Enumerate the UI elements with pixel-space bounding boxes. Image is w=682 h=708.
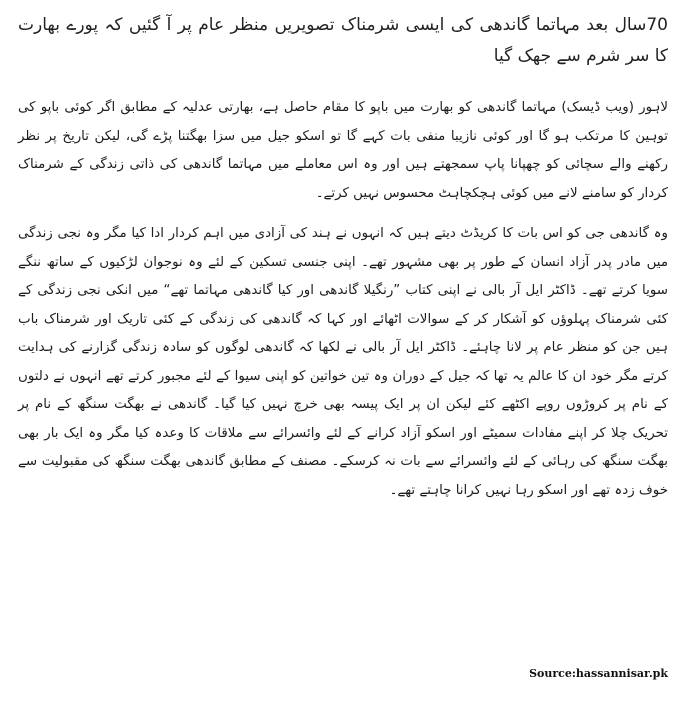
article-headline: 70سال بعد مہاتما گاندھی کی ایسی شرمناک تصویریں منظر عام پر آ گئیں کہ پورے بھارت کا سر شرم سے جھک گیا <box>18 15 668 66</box>
article-paragraph-body: وہ گاندھی جی کو اس بات کا کریڈٹ دیتے ہیں کہ انہوں نے ہند کی آزادی میں اہم کردار ادا کیا مگر وہ نجی زندگی میں مادر پدر آزاد انسان کے طور پر بھی مشہور تھے۔ اپنی جنسی تسکین کے لئے وہ نوجوان لڑکیوں کے ساتھ ننگے سویا کرتے تھے۔ ڈاکٹر ایل آر بالی نے اپنی کتاب ”رنگیلا گاندھی اور کیا گاندھی مہاتما تھے“ میں انکی نجی زندگی کے کئی شرمناک پہلوؤں کو آشکار کر کے سوالات اٹھائے اور کہا کہ گاندھی کی زندگی کے کئی تاریک اور شرمناک باب ہیں جن کو منظر عام پر لانا چاہئے۔ ڈاکٹر ایل آر بالی نے لکھا کہ گاندھی لوگوں کو سادہ زندگی گزارنے کی ہدایت کرتے مگر خود ان کا عالم یہ تھا کہ جیل کے دوران وہ تین خواتین کو اپنی سیوا کے لئے مجبور کرتے تھے انہوں نے دلتوں کے نام پر کروڑوں روپے اکٹھے کئے لیکن ان پر ایک پیسہ بھی خرچ نہیں کیا گیا۔ گاندھی نے بھگت سنگھ کے نام پر تحریک چلا کر اپنے مفادات سمیٹے اور اسکو آزاد کرانے کے لئے وائسرائے سے ملاقات کا وعدہ کیا مگر وہ ایک بار بھی بھگت سنگھ کی رہائی کے لئے وائسرائے سے بات نہ کرسکے۔ مصنف کے مطابق گاندھی بھگت سنگھ کی مقبولیت سے خوف زدہ تھے اور اسکو رہا نہیں کرانا چاہتے تھے۔ <box>18 226 668 498</box>
article <box>18 10 668 505</box>
source-credit: Source:hassannisar.pk <box>529 667 668 680</box>
article-paragraph-intro: لاہور (ویب ڈیسک) مہاتما گاندھی کو بھارت میں باپو کا مقام حاصل ہے، بھارتی عدلیہ کے مطابق اگر کوئی باپو کی توہین کا مرتکب ہو گا اور کوئی نازیبا منفی بات کہے گا تو اسکو جیل میں سزا بھگتنا پڑے گی، لیکن تاریخ پر نظر رکھنے والے سچائی کو چھپانا پاپ سمجھتے ہیں اور وہ اس معاملے میں مہاتما گاندھی کی ذاتی زندگی کے شرمناک کردار کو سامنے لانے میں کوئی ہچکچاہٹ محسوس نہیں کرتے۔ <box>18 100 668 201</box>
